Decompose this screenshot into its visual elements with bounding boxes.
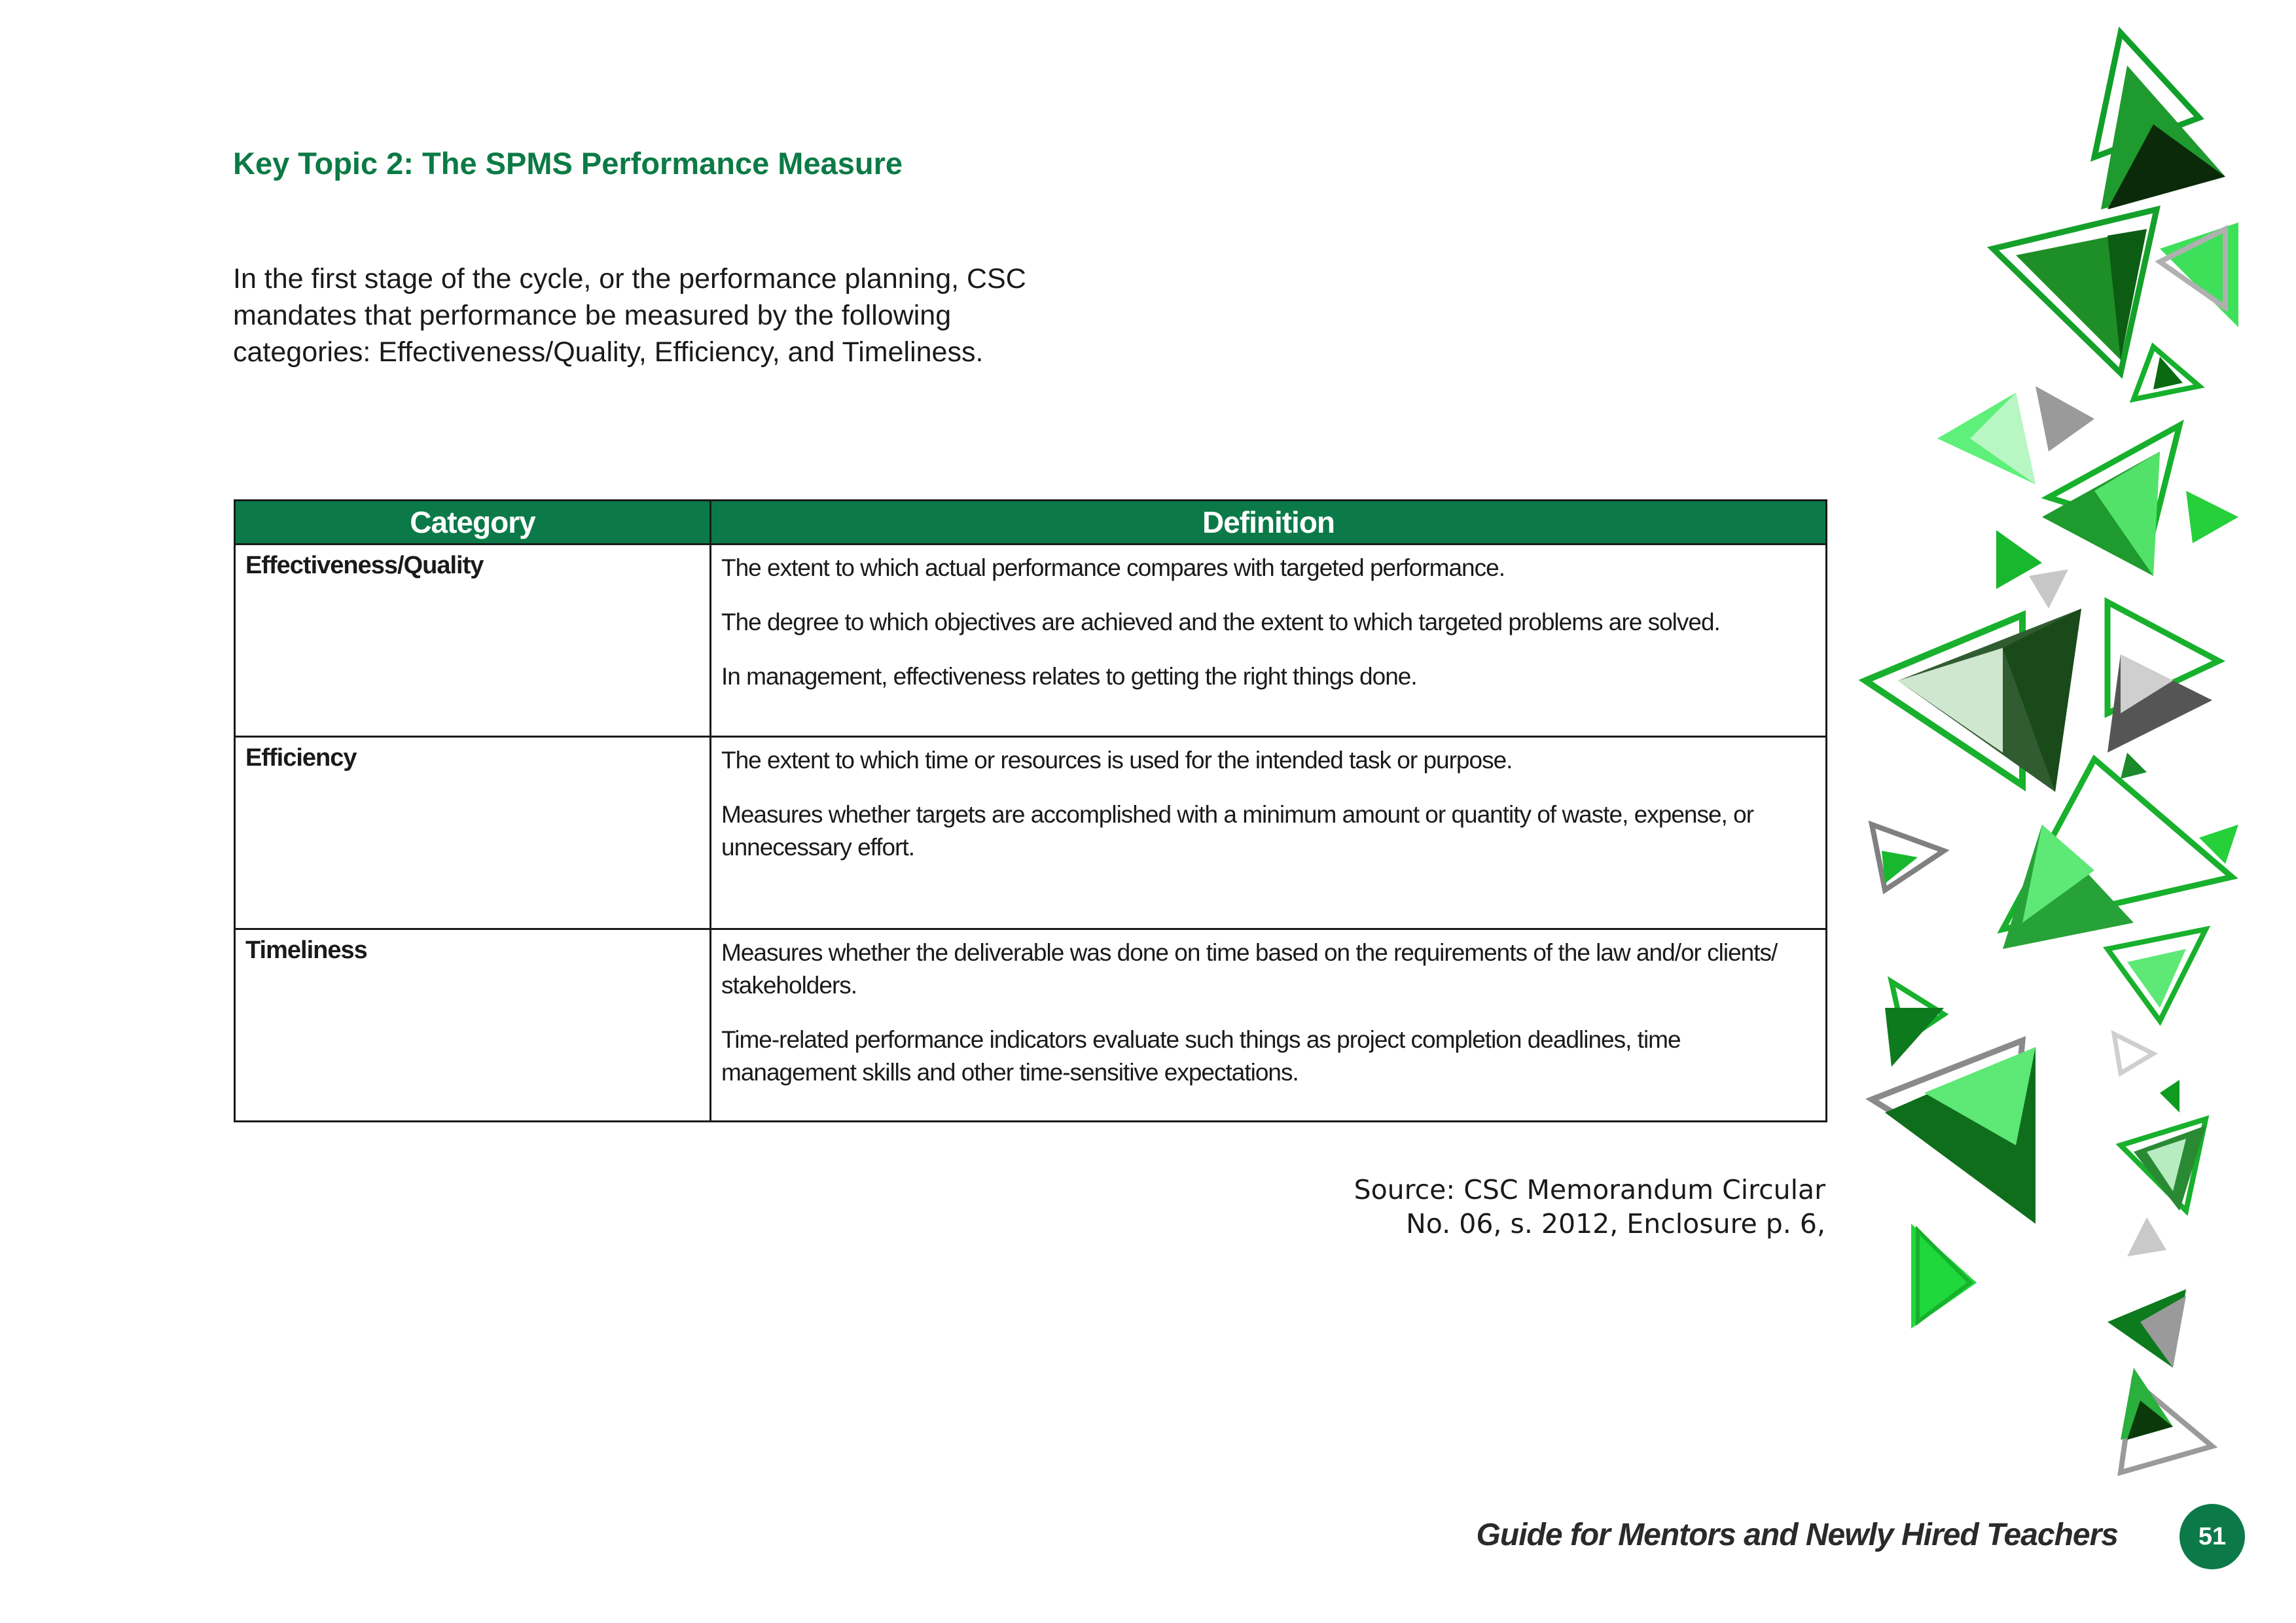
table-header-row — [235, 501, 1827, 544]
definition-text: The extent to which actual performance compares with targeted performance. — [721, 554, 1505, 581]
definition-text: The degree to which objectives are achieved and the extent to which targeted problems are solved. — [721, 609, 1720, 635]
category-label: Effectiveness/Quality — [245, 552, 484, 579]
category-cell — [235, 544, 711, 737]
category-label: Efficiency — [245, 744, 357, 772]
category-cell — [235, 929, 711, 1122]
category-cell — [235, 737, 711, 929]
green-triangles-graphic — [1846, 20, 2251, 1486]
page-heading: Key Topic 2: The SPMS Performance Measure — [233, 146, 903, 181]
table-row-effectiveness — [235, 544, 1827, 737]
intro-paragraph: In the first stage of the cycle, or the performance planning, CSC mandates that performance be measured by the following categories: Effectiveness/Quality, Efficiency, and Timeliness. — [233, 263, 1026, 368]
page-number-badge: 51 — [2179, 1504, 2245, 1569]
definition-text: Measures whether the deliverable was done on time based on the requirements of the law and/or clients/ stakeholders. — [721, 939, 1778, 999]
spms-performance-table — [234, 499, 1827, 1122]
source-line-1: Source: CSC Memorandum Circular — [1354, 1174, 1825, 1205]
definition-text: In management, effectiveness relates to getting the right things done. — [721, 663, 1417, 690]
definition-text: Time-related performance indicators evaluate such things as project completion deadlines, time management skills and other time-sensitive expectations. — [721, 1026, 1681, 1086]
definition-text: Measures whether targets are accomplished with a minimum amount or quantity of waste, expense, or unnecessary effort. — [721, 801, 1754, 861]
table-row-timeliness — [235, 929, 1827, 1122]
header-category: Category — [235, 501, 711, 544]
table-row-efficiency — [235, 737, 1827, 929]
definition-cell — [711, 929, 1827, 1122]
source-line-2: No. 06, s. 2012, Enclosure p. 6, — [1406, 1208, 1825, 1240]
source-citation — [1354, 1173, 1825, 1241]
footer-guide-title: Guide for Mentors and Newly Hired Teachers — [1476, 1518, 2118, 1552]
definition-cell — [711, 544, 1827, 737]
definition-cell — [711, 737, 1827, 929]
category-label: Timeliness — [245, 936, 367, 964]
triangle-decoration — [1865, 33, 2238, 1472]
header-definition: Definition — [711, 501, 1827, 544]
definition-text: The extent to which time or resources is used for the intended task or purpose. — [721, 747, 1513, 774]
